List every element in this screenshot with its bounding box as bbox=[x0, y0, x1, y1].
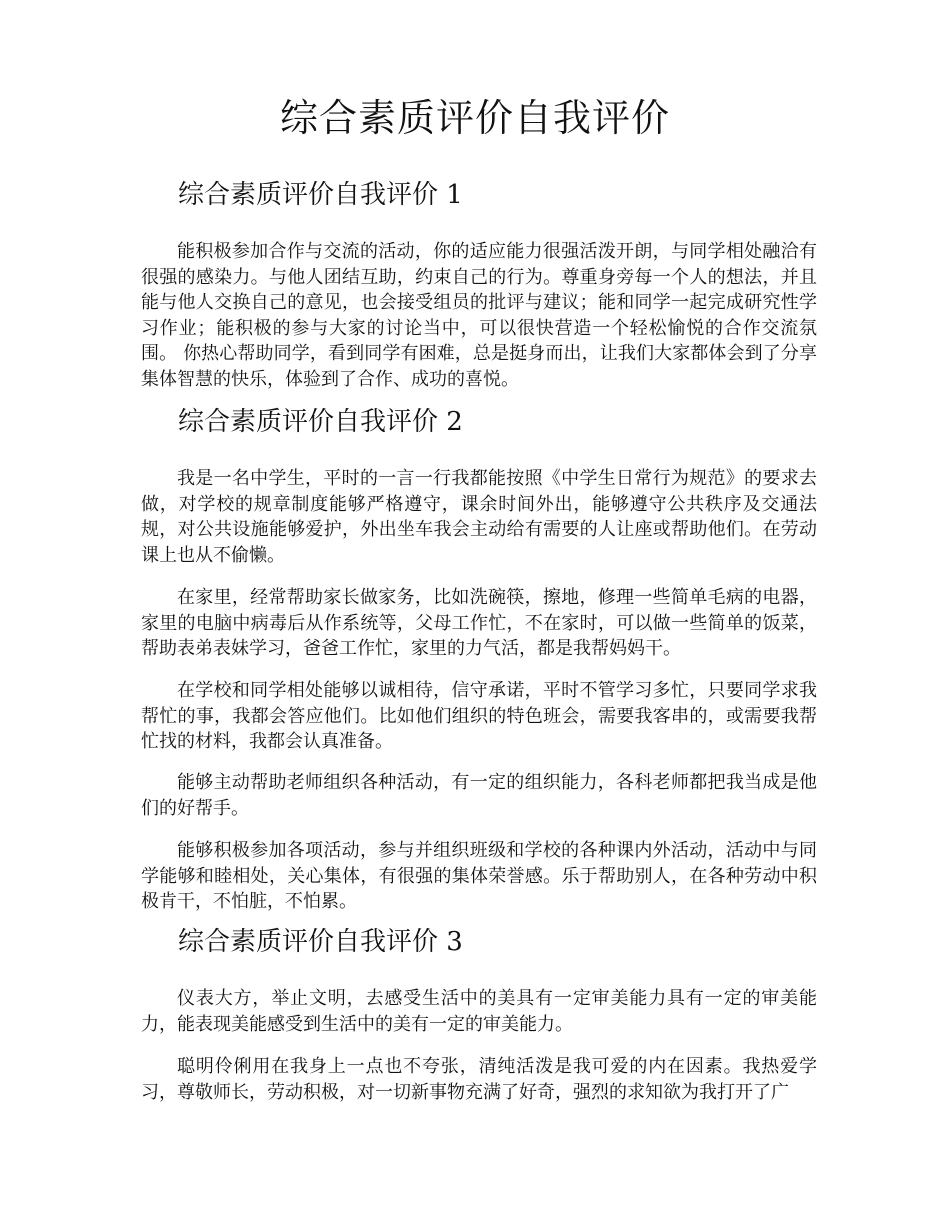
section-2-paragraph-5: 能够积极参加各项活动，参与并组织班级和学校的各种课内外活动，活动中与同学能够和睦相处，关心集体，有很强的集体荣誉感。乐于帮助别人，在各种劳动中积极肯干，不怕脏，不怕累。 bbox=[141, 840, 817, 912]
section-3-paragraph-1: 仪表大方，举止文明，去感受生活中的美具有一定审美能力具有一定的审美能力，能表现美能感受到生活中的美有一定的审美能力。 bbox=[141, 988, 817, 1035]
section-2-paragraph-1: 我是一名中学生，平时的一言一行我都能按照《中学生日常行为规范》的要求去做，对学校的规章制度能够严格遵守，课余时间外出，能够遵守公共秩序及交通法规，对公共设施能够爱护，外出坐车我会主动给有需要的人让座或帮助他们。在劳动课上也从不偷懒。 bbox=[141, 468, 817, 566]
section-3-paragraph-2: 聪明伶俐用在我身上一点也不夸张，清纯活泼是我可爱的内在因素。我热爱学习，尊敬师长，劳动积极，对一切新事物充满了好奇，强烈的求知欲为我打开了广 bbox=[141, 1056, 817, 1103]
section-2-paragraph-3: 在学校和同学相处能够以诚相待，信守承诺，平时不管学习多忙，只要同学求我帮忙的事，我都会答应他们。比如他们组织的特色班会，需要我客串的，或需要我帮忙找的材料，我都会认真准备。 bbox=[141, 680, 817, 752]
document-title: 综合素质评价自我评价 bbox=[279, 96, 670, 140]
section-heading-1: 综合素质评价自我评价 1 bbox=[178, 180, 463, 210]
section-2-paragraph-2: 在家里，经常帮助家长做家务，比如洗碗筷，擦地，修理一些简单毛病的电器，家里的电脑中病毒后从作系统等，父母工作忙，不在家时，可以做一些简单的饭菜，帮助表弟表妹学习，爸爸工作忙，家里的力气活，都是我帮妈妈干。 bbox=[141, 587, 817, 659]
section-heading-3: 综合素质评价自我评价 3 bbox=[178, 927, 463, 957]
section-2-paragraph-4: 能够主动帮助老师组织各种活动，有一定的组织能力，各科老师都把我当成是他们的好帮手。 bbox=[141, 772, 817, 819]
section-1-paragraph-1: 能积极参加合作与交流的活动，你的适应能力很强活泼开朗，与同学相处融洽有很强的感染力。与他人团结互助，约束自己的行为。尊重身旁每一个人的想法，并且能与他人交换自己的意见，也会接受组员的批评与建议；能和同学一起完成研究性学习作业；能积极的参与大家的讨论当中，可以很快营造一个轻松愉悦的合作交流氛围。 你热心帮助同学，看到同学有困难，总是挺身而出，让我们大家都体会到了分享集体智慧的快乐，体验到了合作、成功的喜悦。 bbox=[141, 241, 817, 390]
section-heading-2: 综合素质评价自我评价 2 bbox=[178, 407, 463, 437]
